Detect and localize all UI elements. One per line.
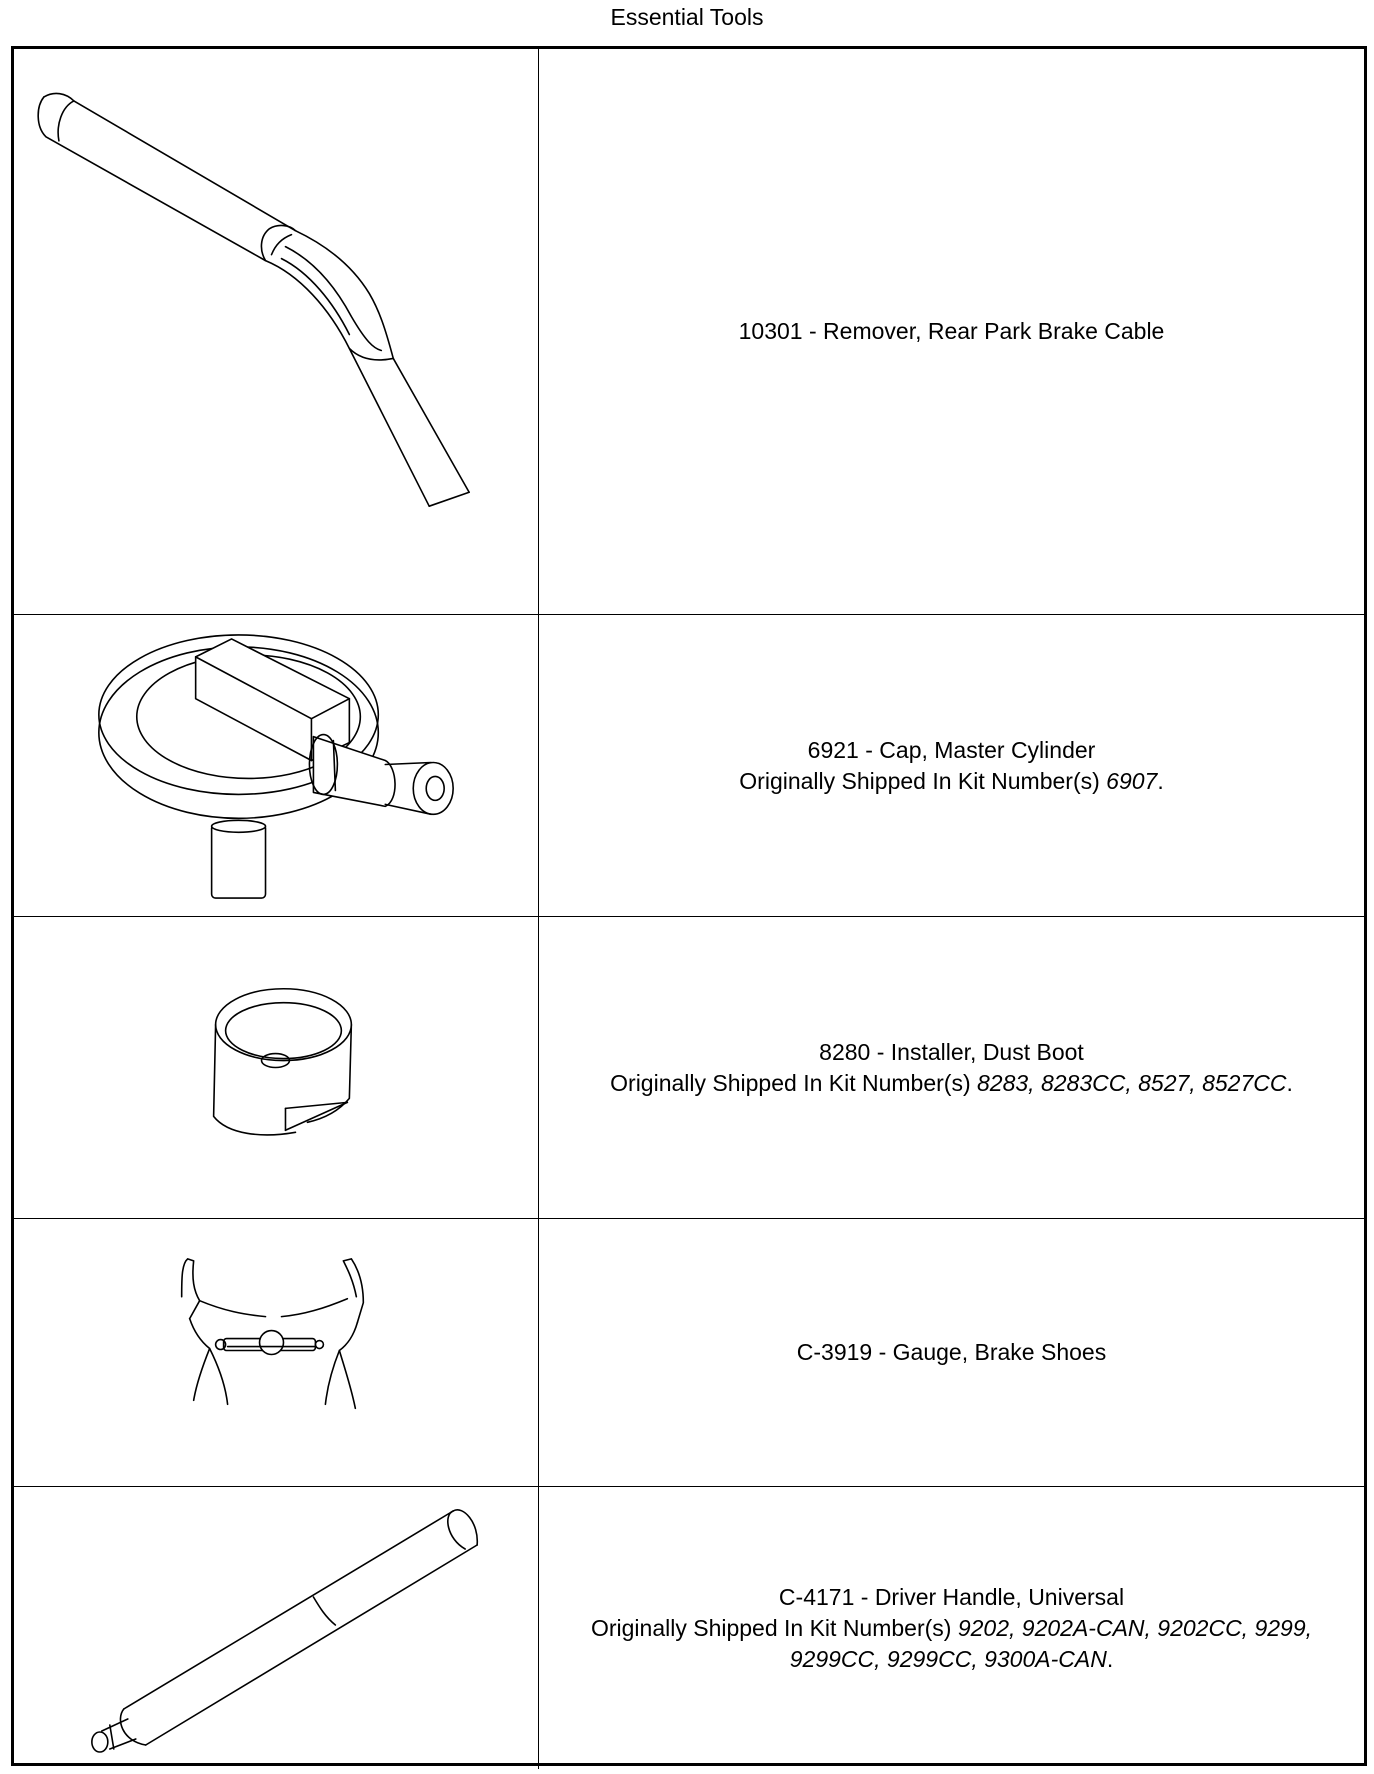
tool-part-number: 6921 [807,736,859,763]
separator: - [858,736,880,763]
tool-title-line [739,735,1163,766]
tool-title-line [591,1582,1312,1613]
kit-end: . [1157,767,1164,794]
kit-line-continued [591,1644,1312,1675]
tool-part-number: C-4171 [778,1583,855,1610]
essential-tools-table [11,46,1367,1766]
tool-name: Installer, Dust Boot [890,1038,1084,1065]
tool-image-cell [14,615,539,916]
tool-name: Remover, Rear Park Brake Cable [823,318,1165,344]
kit-prefix: Originally Shipped In Kit Number(s) [590,1614,952,1641]
park-brake-cable-remover-icon [14,49,538,614]
tool-part-number: C-3919 [796,1339,873,1365]
separator: - [872,1339,893,1365]
tool-image-cell [14,49,539,614]
master-cylinder-cap-icon [14,615,538,916]
tool-name: Gauge, Brake Shoes [892,1339,1107,1365]
tool-row-6921 [14,615,1364,917]
separator: - [854,1583,875,1610]
kit-numbers: 9299CC, 9299CC, 9300A-CAN [789,1645,1107,1672]
page-title: Essential Tools [610,4,764,30]
tool-description [539,917,1364,1218]
tool-name: Driver Handle, Universal [874,1583,1125,1610]
tool-part-number: 10301 [738,318,803,344]
driver-handle-icon [14,1487,538,1769]
dust-boot-installer-icon [14,917,538,1218]
brake-shoe-gauge-icon [14,1219,538,1486]
tool-row-10301 [14,49,1364,615]
tool-description [539,615,1364,916]
tool-description [539,1487,1364,1769]
tool-image-cell [14,917,539,1218]
tool-title-line [610,1037,1293,1068]
tool-description [539,49,1364,614]
tool-image-cell [14,1219,539,1486]
tool-part-number: 8280 [819,1038,871,1065]
tool-image-cell [14,1487,539,1769]
tool-name: Cap, Master Cylinder [879,736,1096,763]
separator: - [802,318,824,344]
kit-line [591,1613,1312,1644]
tool-row-8280 [14,917,1364,1219]
kit-numbers: 8283, 8283CC, 8527, 8527CC [977,1069,1287,1096]
kit-line [610,1068,1293,1099]
tool-row-c-3919 [14,1219,1364,1487]
kit-prefix: Originally Shipped In Kit Number(s) [739,767,1100,794]
kit-line [739,766,1163,797]
tool-description [539,1219,1364,1486]
kit-end: . [1286,1069,1293,1096]
kit-numbers: 6907 [1106,767,1158,794]
separator: - [870,1038,891,1065]
kit-numbers: 9202, 9202A-CAN, 9202CC, 9299, [957,1614,1313,1641]
tool-row-c-4171 [14,1487,1364,1769]
kit-prefix: Originally Shipped In Kit Number(s) [610,1069,971,1096]
kit-end: . [1106,1645,1114,1672]
